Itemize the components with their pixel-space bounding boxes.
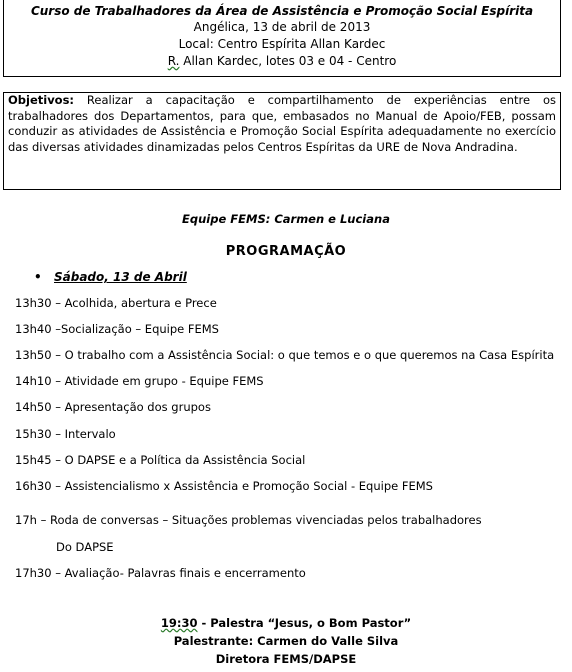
schedule-item: 13h50 – O trabalho com a Assistência Social: o que temos e o que queremos na Casa Espírita (15, 348, 555, 362)
schedule-item: 13h30 – Acolhida, abertura e Prece (15, 296, 217, 310)
schedule-item: 15h30 – Intervalo (15, 427, 116, 441)
bullet-icon: • (34, 270, 42, 284)
header-box (3, 0, 561, 77)
day-label: Sábado, 13 de Abril (54, 270, 187, 284)
schedule-item: 14h50 – Apresentação dos grupos (15, 400, 211, 414)
schedule-item: 14h10 – Atividade em grupo - Equipe FEMS (15, 374, 264, 388)
schedule-item-continuation: Do DAPSE (56, 540, 114, 554)
program-title: PROGRAMAÇÃO (225, 244, 347, 259)
date-line: Angélica, 13 de abril de 2013 (193, 20, 371, 34)
objectives-label: Objetivos: (8, 93, 75, 107)
address-prefix: R. (167, 54, 180, 68)
location-line: Local: Centro Espírita Allan Kardec (178, 37, 386, 51)
course-title: Curso de Trabalhadores da Área de Assistência e Promoção Social Espírita (30, 4, 534, 18)
address-line (4, 53, 560, 70)
objectives-box (3, 92, 561, 190)
schedule-item: 15h45 – O DAPSE e a Política da Assistência Social (15, 453, 306, 467)
speaker-role: Diretora FEMS/DAPSE (215, 652, 357, 666)
team-line: Equipe FEMS: Carmen e Luciana (182, 212, 390, 226)
schedule-item: 16h30 – Assistencialismo x Assistência e Promoção Social - Equipe FEMS (15, 479, 433, 493)
objectives-text: Realizar a capacitação e compartilhamento de experiências entre os trabalhadores dos Departamentos, para que, embasados no Manual de Apoio/FEB, possam conduzir as atividades de Assistência e Promoção Social Espírita adequadamente no exercício das diversas atividades dinamizadas pelos Centros Espíritas da URE de Nova Andradina. (8, 93, 556, 154)
talk-title: - Palestra “Jesus, o Bom Pastor” (197, 616, 412, 630)
speaker-line: Palestrante: Carmen do Valle Silva (173, 634, 399, 648)
talk-time: 19:30 (160, 616, 198, 630)
schedule-item: 17h – Roda de conversas – Situações problemas vivenciadas pelos trabalhadores (15, 513, 482, 527)
address-rest: Allan Kardec, lotes 03 e 04 - Centro (179, 54, 397, 68)
schedule-item: 13h40 –Socialização – Equipe FEMS (15, 322, 219, 336)
schedule-item: 17h30 – Avaliação- Palavras finais e encerramento (15, 566, 306, 580)
talk-line (0, 616, 572, 630)
day-heading (34, 270, 187, 284)
